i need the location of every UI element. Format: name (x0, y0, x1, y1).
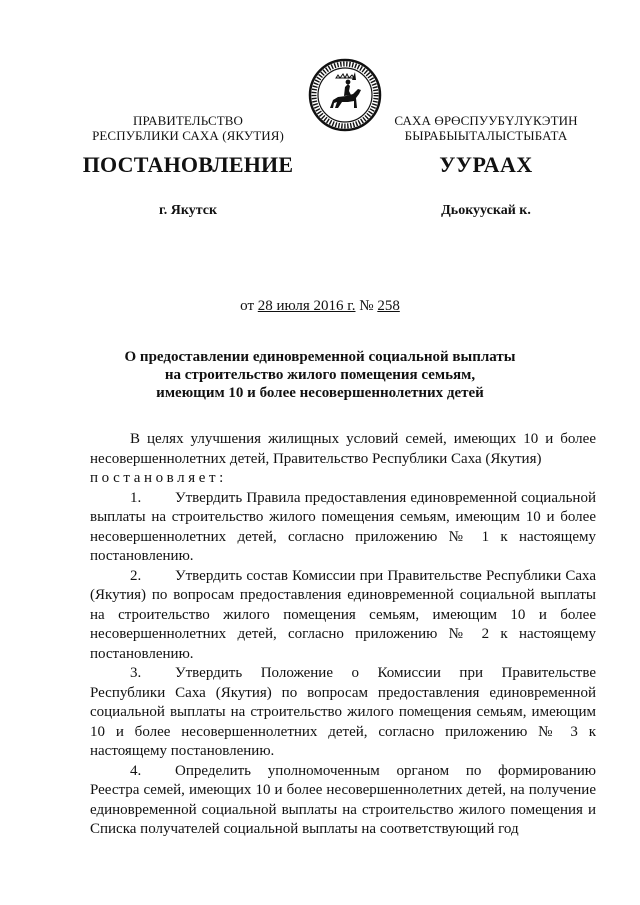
left-org-line-1: ПРАВИТЕЛЬСТВО (132, 113, 244, 128)
document-body (90, 430, 596, 840)
left-organization-name (82, 113, 294, 143)
clause-text: Утвердить Правила предоставления единовременной социальной выплаты на строительство жилого помещения семьям, имеющим 10 и более несовершеннолетних детей, согласно приложению № 1 к настоящему постановлению. (90, 489, 596, 564)
city-yakut: Дьокуускай к. (441, 203, 531, 218)
clause-text: Утвердить Положение о Комиссии при Правительстве Республики Саха (Якутия) по вопросам предоставления единовременной социальной выплаты на строительство жилого помещения семьям, имеющим 10 и более несовершеннолетних детей, согласно приложению № 3 к настоящему постановлению. (90, 665, 596, 759)
clause-4 (90, 762, 596, 840)
number-sign: № (359, 298, 374, 314)
document-number: 258 (377, 298, 400, 314)
clause-2 (90, 567, 596, 665)
clause-text: Определить уполномоченным органом по формированию Реестра семей, имеющих 10 и более несовершеннолетних детей, на получение единовременной социальной выплаты на строительство жилого помещения и Списка получателей социальной выплаты на соответствующий год (90, 762, 596, 837)
doc-type-russian: ПОСТАНОВЛЕНИЕ (82, 152, 294, 177)
doc-type-yakut: УУРААХ (439, 152, 533, 177)
clause-number: 1. (130, 489, 142, 506)
clause-text: Утвердить состав Комиссии при Правительстве Республики Саха (Якутия) по вопросам предоставления единовременной социальной выплаты на строительство жилого помещения семьям, имеющим 10 и более несовершеннолетних детей, согласно приложению № 2 к настоящему постановлению. (90, 567, 596, 662)
document-date: 28 июля 2016 г. (257, 298, 356, 314)
clause-1 (90, 489, 596, 567)
left-org-line-2: РЕСПУБЛИКИ САХА (ЯКУТИЯ) (92, 128, 284, 143)
clause-number: 3. (130, 665, 142, 681)
right-organization-name (388, 113, 584, 143)
right-org-line-1: САХА ӨРӨСПУУБҮЛҮКЭТИН (394, 113, 578, 128)
document-title (100, 348, 540, 402)
document-date-number (0, 298, 640, 315)
date-prefix: от (240, 298, 255, 314)
intro-paragraph (90, 430, 596, 489)
coat-of-arms-emblem (308, 58, 382, 132)
intro-text: В целях улучшения жилищных условий семей, имеющих 10 и более несовершеннолетних детей, Правительство Республики Саха (Якутия) (90, 431, 596, 467)
title-line-3: имеющим 10 и более несовершеннолетних детей (156, 385, 484, 401)
right-org-line-2: БЫРАБЫЫТАЛЫСТЫБАТА (404, 128, 568, 143)
title-line-2: на строительство жилого помещения семьям, (164, 367, 476, 383)
clause-number: 2. (130, 567, 142, 584)
decree-word: постановляет: (90, 470, 227, 486)
title-line-1: О предоставлении единовременной социальной выплаты (124, 349, 516, 365)
clause-number: 4. (130, 762, 142, 779)
city-russian: г. Якутск (158, 203, 218, 218)
clause-3 (90, 664, 596, 762)
